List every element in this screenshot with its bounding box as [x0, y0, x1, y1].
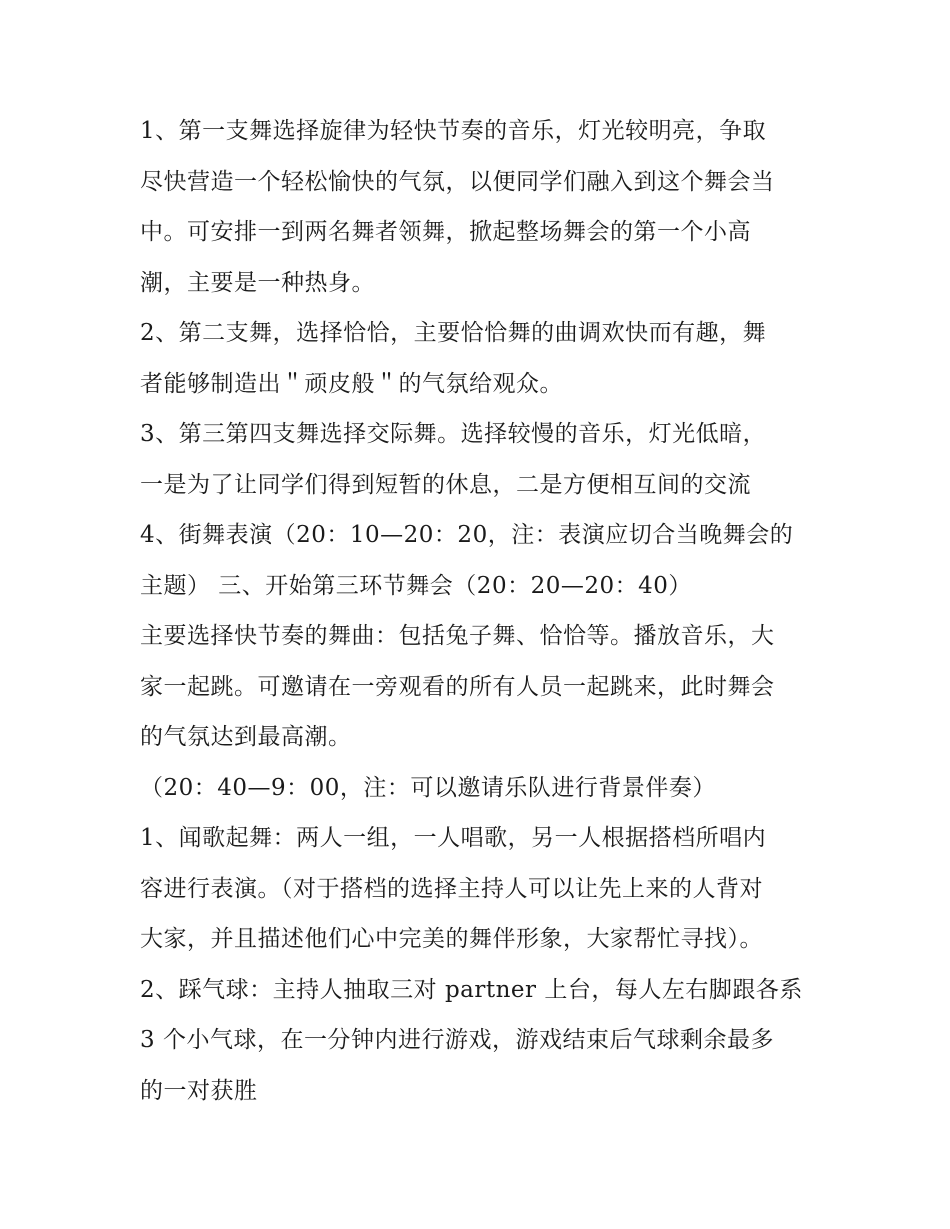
- text-line: 家一起跳。可邀请在一旁观看的所有人员一起跳来，此时舞会: [140, 673, 775, 700]
- text-line: 1、第一支舞选择旋律为轻快节奏的音乐，灯光较明亮，争取: [140, 118, 767, 144]
- text-line: 2、第二支舞，选择恰恰，主要恰恰舞的曲调欢快而有趣，舞: [140, 320, 767, 346]
- document-body: [140, 106, 820, 1116]
- text-line: （20：40—9：00，注：可以邀请乐队进行背景伴奏）: [140, 774, 716, 801]
- text-line: 尽快营造一个轻松愉快的气氛，以便同学们融入到这个舞会当: [140, 168, 775, 195]
- text-line: 中。可安排一到两名舞者领舞，掀起整场舞会的第一个小高: [140, 219, 751, 245]
- text-line: 大家，并且描述他们心中完美的舞伴形象，大家帮忙寻找）。: [140, 926, 763, 952]
- text-line: 的一对获胜: [140, 1077, 258, 1104]
- text-line: 1、闻歌起舞：两人一组，一人唱歌，另一人根据搭档所唱内: [140, 825, 767, 851]
- text-line: 3、第三第四支舞选择交际舞。选择较慢的音乐，灯光低暗，: [140, 421, 767, 447]
- text-line: 主题） 三、开始第三环节舞会（20：20—20：40）: [140, 572, 692, 599]
- text-line: 者能够制造出＂顽皮般＂的气氛给观众。: [140, 370, 563, 397]
- text-line: 的气氛达到最高潮。: [140, 724, 352, 750]
- text-line: 潮，主要是一种热身。: [140, 269, 375, 296]
- text-line: 一是为了让同学们得到短暂的休息，二是方便相互间的交流: [140, 471, 751, 498]
- text-line: 容进行表演。（对于搭档的选择主持人可以让先上来的人背对: [140, 875, 763, 902]
- text-line: 3 个小气球，在一分钟内进行游戏，游戏结束后气球剩余最多: [140, 1027, 774, 1053]
- text-line: 主要选择快节奏的舞曲：包括兔子舞、恰恰等。播放音乐，大: [140, 623, 775, 649]
- text-line: 4、街舞表演（20：10—20：20，注：表演应切合当晚舞会的: [140, 522, 794, 548]
- text-line: 2、踩气球：主持人抽取三对 partner 上台，每人左右脚跟各系: [140, 976, 803, 1003]
